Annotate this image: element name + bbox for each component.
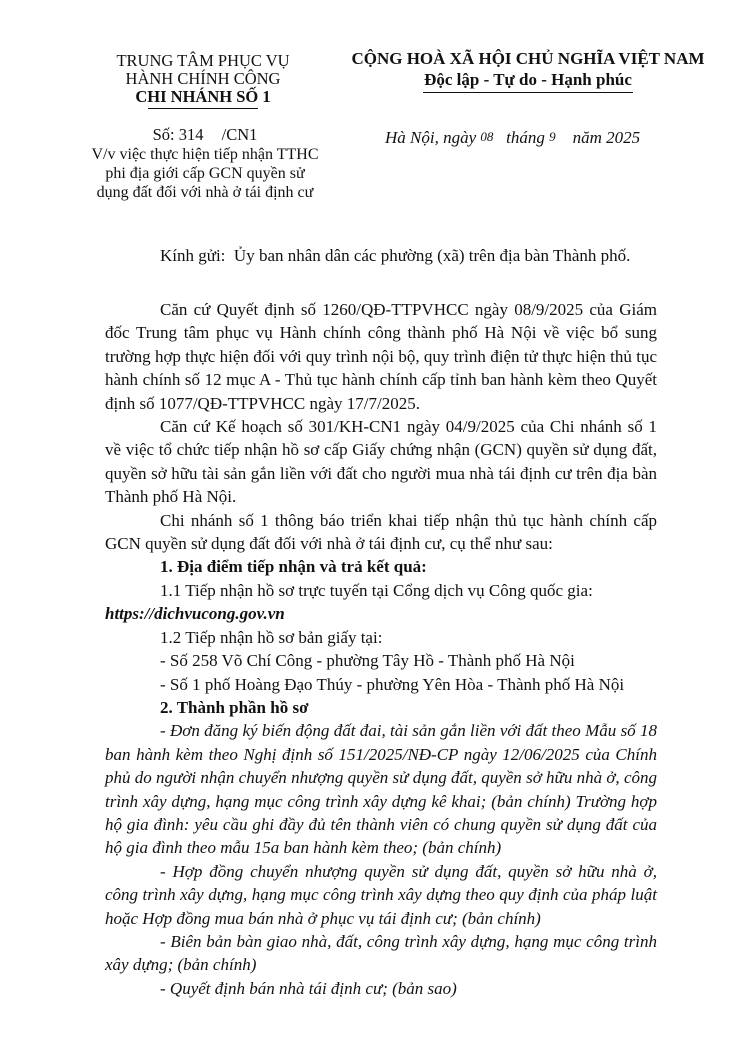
agency-branch-name: CHI NHÁNH SỐ 1 xyxy=(135,87,271,106)
address-1: - Số 258 Võ Chí Công - phường Tây Hồ - Thành phố Hà Nội xyxy=(160,651,575,671)
nation-motto: Độc lập - Tự do - Hạnh phúc xyxy=(424,70,632,89)
agency-underline xyxy=(148,108,258,109)
section-1-title: 1. Địa điểm tiếp nhận và trả kết quả: xyxy=(160,557,427,577)
issuing-agency-block xyxy=(88,52,318,109)
agency-line-2: HÀNH CHÍNH CÔNG xyxy=(125,69,281,88)
paragraph-legal-basis-1: Căn cứ Quyết định số 1260/QĐ-TTPVHCC ngày 08/9/2025 của Giám đốc Trung tâm phục vụ Hành chính công thành phố Hà Nội về việc bổ sung trường hợp thực hiện đối với quy trình nội bộ, quy trình điện tử thực hiện thủ tục hành chính số 12 mục A - Thủ tục hành chính cấp tỉnh ban hành kèm theo Quyết định số 1077/QĐ-TTPVHCC ngày 17/7/2025. xyxy=(105,300,657,413)
subject-line-3: dụng đất đối với nhà ở tái định cư xyxy=(96,184,314,201)
date-day: 08 xyxy=(480,129,494,144)
document-item-3: - Biên bản bàn giao nhà, đất, công trình xây dựng, hạng mục công trình xây dựng; (bản chính) xyxy=(105,931,657,975)
agency-line-1: TRUNG TÂM PHỤC VỤ xyxy=(116,51,290,70)
subject-line-1: V/v việc thực hiện tiếp nhận TTHC xyxy=(91,146,319,163)
document-item-1: - Đơn đăng ký biến động đất đai, tài sản gắn liền với đất theo Mẫu số 18 ban hành kèm theo Nghị định số 151/2025/NĐ-CP ngày 12/06/2025 của Chính phủ do người nhận chuyển nhượng quyền sử dụng đất, quyền sở hữu nhà ở, công trình xây dựng, hạng mục công trình xây dựng kê khai; (bản chính) Trường hợp hộ gia đình: yêu cầu ghi đầy đủ tên thành viên có chung quyền sử dụng đất của hộ gia đình theo mẫu 15a ban hành kèm theo; (bản chính) xyxy=(105,721,657,858)
item-1-1: 1.1 Tiếp nhận hồ sơ trực tuyến tại Cổng dịch vụ Công quốc gia: xyxy=(160,580,593,600)
paragraph-announcement: Chi nhánh số 1 thông báo triển khai tiếp nhận thủ tục hành chính cấp GCN quyền sử dụng đất đối với nhà ở tái định cư, cụ thể như sau: xyxy=(105,510,657,554)
item-1-2: 1.2 Tiếp nhận hồ sơ bản giấy tại: xyxy=(160,627,383,647)
recipient-name: Ủy ban nhân dân các phường (xã) trên địa bàn Thành phố. xyxy=(233,246,631,265)
document-item-4: - Quyết định bán nhà tái định cư; (bản sao) xyxy=(160,978,457,998)
recipient-label: Kính gửi: xyxy=(160,246,226,265)
recipient-line xyxy=(160,246,630,266)
subject-line-2: phi địa giới cấp GCN quyền sử xyxy=(105,165,305,182)
doc-number-prefix: Số: xyxy=(152,125,175,144)
motto-underline xyxy=(423,92,633,93)
date-place: Hà Nội, ngày xyxy=(385,128,477,147)
doc-number-suffix: /CN1 xyxy=(221,125,258,144)
document-subject xyxy=(90,145,320,202)
letter-body xyxy=(105,298,657,1000)
date-year: năm 2025 xyxy=(572,128,641,147)
document-item-2: - Hợp đồng chuyển nhượng quyền sử dụng đất, quyền sở hữu nhà ở, công trình xây dựng, hạng mục công trình xây dựng theo quy định của pháp luật hoặc Hợp đồng mua bán nhà ở phục vụ tái định cư; (bản chính) xyxy=(105,861,657,928)
document-number xyxy=(90,126,320,144)
national-motto-block xyxy=(328,48,728,93)
section-2-title: 2. Thành phần hồ sơ xyxy=(160,697,309,717)
date-month: 9 xyxy=(549,129,556,144)
online-portal-link[interactable]: https://dichvucong.gov.vn xyxy=(105,604,285,624)
doc-number-value: 314 xyxy=(178,125,204,144)
paragraph-legal-basis-2: Căn cứ Kế hoạch số 301/KH-CN1 ngày 04/9/2025 của Chi nhánh số 1 về việc tổ chức tiếp nhận hồ sơ cấp Giấy chứng nhận (GCN) quyền sử dụng đất, quyền sở hữu tài sản gắn liền với đất cho người mua nhà tái định cư trên địa bàn Thành phố Hà Nội. xyxy=(105,417,657,507)
issue-date xyxy=(385,128,640,148)
nation-name: CỘNG HOÀ XÃ HỘI CHỦ NGHĨA VIỆT NAM xyxy=(351,49,705,68)
date-month-label: tháng xyxy=(506,128,545,147)
address-2: - Số 1 phố Hoàng Đạo Thúy - phường Yên Hòa - Thành phố Hà Nội xyxy=(160,674,625,694)
